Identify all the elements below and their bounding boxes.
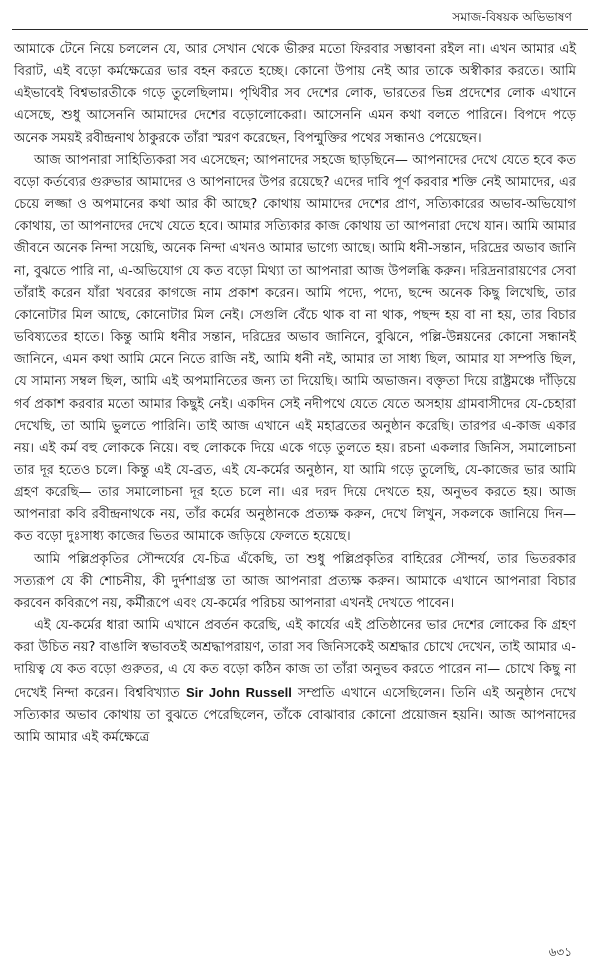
header-rule (12, 29, 588, 30)
paragraph-2: আজ আপনারা সাহিত্যিকরা সব এসেছেন; আপনাদের সহজে ছাড়ছিনে— আপনাদের দেখে যেতে হবে কত বড়ো কর্তব্যের গুরুভার আমাদের ও আপনাদের উপর রয়েছে? এদের দাবি পূর্ণ করবার শক্তি নেই আমাদের, এর চেয়ে লজ্জা ও অপমানের কথা আর কী আছে? কোথায় আমাদের দেশের প্রাণ, সত্যিকারের অভাব-অভিযোগ কোথায়, তা আপনাদের দেখে যেতে হবে। আমার সত্যিকার কাজ কোথায় তা আপনারা দেখে যান। আমি আমার জীবনে অনেক নিন্দা সয়েছি, অনেক নিন্দা এখনও আমার ভাগ্যে আছে। আমি ধনী-সন্তান, দরিদ্রের অভাব জানি না, বুঝতে পারি না, এ-অভিযোগ যে কত বড়ো মিথ্যা তা আপনারা আজ উপলব্ধি করুন। দরিদ্রনারায়ণের সেবা তাঁরাই করেন যাঁরা খবরের কাগজে নাম প্রকাশ করেন। আমি পদ্যে, পদ্যে, ছন্দে অনেক কিছু লিখেছি, তার কোনোটার মিল আছে, কোনোটার মিল নেই। সেগুলি বেঁচে থাক বা না থাক, পছন্দ হয় বা না হয়, তার বিচার ভবিষ্যতের হাতে। কিন্তু আমি ধনীর সন্তান, দরিদ্রের অভাব জানিনে, বুঝিনে, পল্লি-উন্নয়নের কোনো সন্ধানই জানিনে, এমন কথা আমি মেনে নিতে রাজি নই, আমি ধনী নই, আমার তা সাধ্য ছিল, আমার যা সম্পত্তি ছিল, যে সামান্য সম্বল ছিল, আমি এই অপমানিতের জন্য তা দিয়েছি। আমি অভাজন। বক্তৃতা দিয়ে রাষ্ট্রমঞ্চে দাঁড়িয়ে গর্ব প্রকাশ করবার মতো আমার কিছুই নেই। একদিন সেই নদীপথে যেতে যেতে অসহায় গ্রামবাসীদের যে-চেহারা দেখেছি, তা আমি ভুলতে পারিনি। তাই আজ এখানে এই মহাব্রতের অনুষ্ঠান করেছি। তারপর এ-কাজ একার নয়। এই কর্ম বহু লোককে নিয়ে। বহু লোককে দিয়ে একে গড়ে তুলতে হয়। রচনা একলার জিনিস, সমালোচনা তার দূর হতেও চলে। কিন্তু এই যে-ব্রত, এই যে-কর্মের অনুষ্ঠান, যা আমি গড়ে তুলেছি, যে-কাজের ভার আমি গ্রহণ করেছি— তার সমালোচনা দূর হতে চলে না। এর দরদ দিয়ে দেখতে হয়, অনুভব করতে হয়। আজ আপনারা কবি রবীন্দ্রনাথকে নয়, তাঁর কর্মের অনুষ্ঠানকে প্রত্যক্ষ করুন, দেখে লিখুন, সকলকে জানিয়ে দিন— কত বড়ো দুঃসাধ্য কাজের ভিতর আমাকে জড়িয়ে ফেলতে হয়েছে। (14, 152, 576, 545)
paragraph-1: আমাকে টেনে নিয়ে চললেন যে, আর সেখান থেকে ভীরুর মতো ফিরবার সম্ভাবনা রইল না। এখন আমার এই বিরাট, এই বড়ো কর্মক্ষেত্রের ভার বহন করতে হচ্ছে। কোনো উপায় নেই আর তাকে অস্বীকার করতে। আমি এইভাবেই বিশ্বভারতীকে গড়ে তুলেছিলাম। পৃথিবীর সব দেশের লোক, ভারতের ভিন্ন প্রদেশের লোক এখানে এসেছে, শুধু আসেননি আমাদের দেশের বড়োলোকেরা। আসেননি এমন কথা বলতে পারিনে। বিপদে পড়ে অনেক সময়ই রবীন্দ্রনাথ ঠাকুরকে তাঁরা স্মরণ করেছেন, বিপন্মুক্তির পথের সন্ধানও পেয়েছেন। (14, 42, 576, 146)
paragraph-3: আমি পল্লিপ্রকৃতির সৌন্দর্যের যে-চিত্র এঁকেছি, তা শুধু পল্লিপ্রকৃতির বাহিরের সৌন্দর্য, তার ভিতরকার সত্যরূপ যে কী শোচনীয়, কী দুর্দশাগ্রস্ত তা আজ আপনারা প্রত্যক্ষ করুন। আমাকে এখানে আপনারা বিচার করবেন কবিরূপে নয়, কর্মীরূপে এবং যে-কর্মের পরিচয় আপনারা এখনই দেখতে পাবেন। (14, 551, 576, 611)
paragraph-4-text-after: সম্প্রতি এখানে এসেছিলেন। তিনি এই অনুষ্ঠান দেখে সত্যিকার অভাব কোথায় তা বুঝতে পেরেছিলেন, তাঁকে বোঝাবার কোনো প্রয়োজন হয়নি। আজ আপনাদের আমি আমার এই কর্মক্ষেত্রে (14, 685, 576, 745)
body-text (14, 39, 576, 749)
person-name-latin: Sir John Russell (185, 684, 292, 700)
running-header-title: সমাজ-বিষয়ক অভিভাষণ (452, 10, 572, 24)
paragraph-4 (14, 615, 576, 749)
page-number: ৬৩১ (548, 945, 572, 959)
paragraph-4-text-before: এই যে-কর্মের ধারা আমি এখানে প্রবর্তন করেছি, এই কার্যের এই প্রতিষ্ঠানের ভার দেশের লোকের কি গ্রহণ করা উচিত নয়? বাঙালি স্বভাবতই অশ্রদ্ধাপরায়ণ, তারা সব জিনিসকেই অশ্রদ্ধার চোখে দেখেন, তাই আমার এ-দায়িত্ব যে কত বড়ো গুরুতর, এ যে কত বড়ো কঠিন কাজ তা তাঁরা অনুভব করতে পারেন না— চোখে কিছু না দেখেই নিন্দা করেন। বিশ্ববিখ্যাত (14, 618, 576, 701)
